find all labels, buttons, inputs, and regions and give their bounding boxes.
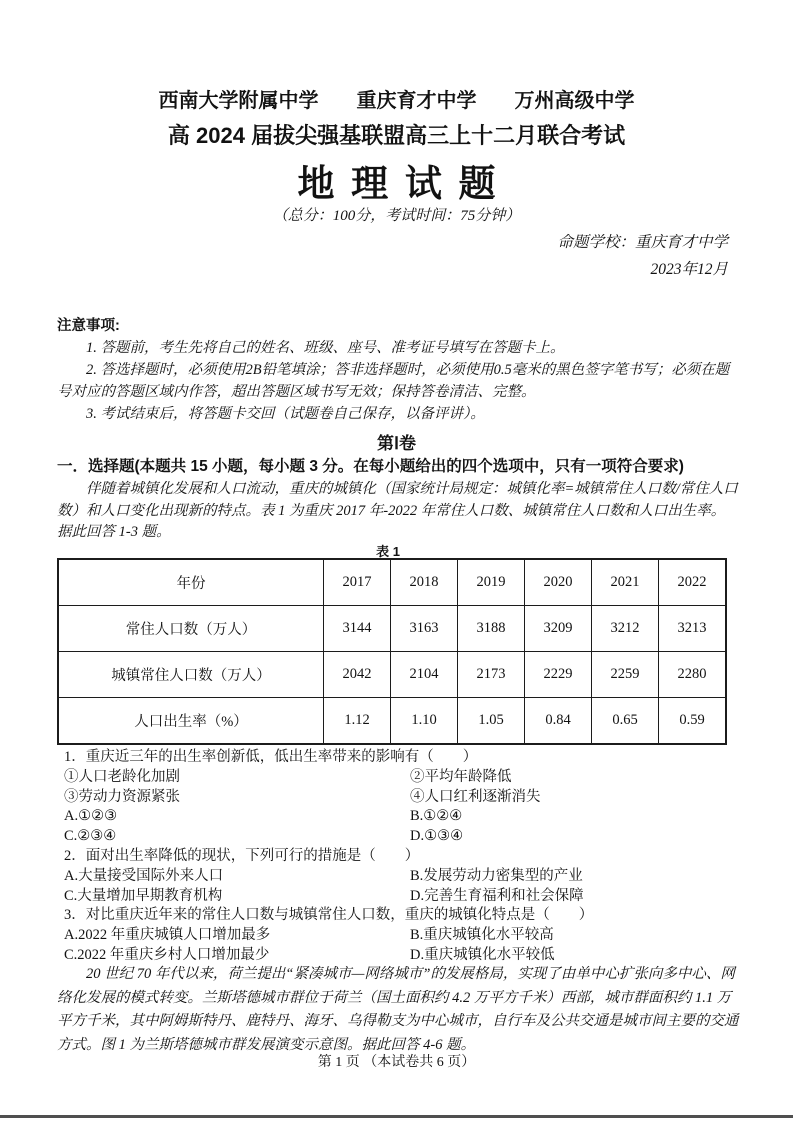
row-header-birth-rate: 人口出生率（%） (58, 698, 324, 745)
question-group-passage: 20 世纪 70 年代以来，荷兰提出“紧凑城市—网络城市”的发展格局，实现了由单中心扩张向多中心、网络化发展的模式转变。兰斯塔德城市群位于荷兰（国土面积约 4.2 万平方千米）西部，城市群面积约 1.1 万平方千米，其中阿姆斯特丹、鹿特丹、海牙、乌得勒支为中心城市，自行车及公共交通是城市间主要的交通方式。图 1 为兰斯塔德城市群发展演变示意图。据此回答 4-6 题。 (57, 966, 739, 1053)
population-data-table (57, 558, 727, 745)
table-cell: 2022 (659, 559, 727, 606)
exam-info: （总分：100分，考试时间：75分钟） (272, 208, 521, 224)
section-heading: 一．选择题(本题共 15 小题，每小题 3 分。在每小题给出的四个选项中，只有一项符合要求) (57, 458, 684, 475)
question-group-intro: 伴随着城镇化发展和人口流动，重庆的城镇化（国家统计局规定：城镇化率=城镇常住人口数/常住人口数）和人口变化出现新的特点。表 1 为重庆 2017 年-2022 年常住人口数、城镇常住人口数和人口出生率。据此回答 1-3 题。 (57, 481, 738, 540)
table-cell: 2020 (525, 559, 592, 606)
notice-item-2: 2. 答选择题时，必须使用2B铅笔填涂；答非选择题时，必须使用0.5毫米的黑色签字笔书写；必须在题号对应的答题区域内作答，超出答题区域书写无效；保持答卷清洁、完整。 (57, 362, 730, 400)
question-3-stem: 3．对比重庆近年来的常住人口数与城镇常住人口数，重庆的城镇化特点是（ ） (64, 907, 594, 924)
table-cell: 3144 (324, 606, 391, 652)
table-cell: 2018 (391, 559, 458, 606)
table-cell: 3212 (592, 606, 659, 652)
option-a: A.①②③ (64, 808, 118, 825)
notice-item-1: 1. 答题前，考生先将自己的姓名、班级、座号、准考证号填写在答题卡上。 (86, 340, 565, 356)
page-footer: 第 1 页 （本试卷共 6 页） (317, 1055, 476, 1070)
option-b: B.重庆城镇化水平较高 (410, 927, 554, 944)
notice-item-3: 3. 考试结束后，将答题卡交回（试题卷自己保存，以备评讲）。 (86, 406, 485, 422)
option-b: B.①②④ (410, 808, 463, 825)
question-2-options-row-2 (57, 887, 747, 907)
table-cell: 2173 (458, 652, 525, 698)
option-a: A.2022 年重庆城镇人口增加最多 (64, 927, 271, 944)
table-cell: 2017 (324, 559, 391, 606)
option-c: C.2022 年重庆乡村人口增加最少 (64, 946, 270, 963)
question-1-stem: 1．重庆近三年的出生率创新低，低出生率带来的影响有（ ） (64, 749, 478, 765)
table-cell: 3209 (525, 606, 592, 652)
row-header-urban-population: 城镇常住人口数（万人） (58, 652, 324, 698)
notice-heading: 注意事项: (57, 318, 120, 334)
table-row-years (58, 559, 726, 606)
table-cell: 0.65 (592, 698, 659, 745)
question-2-options-row-1 (57, 867, 747, 887)
table-cell: 3188 (458, 606, 525, 652)
option-c: C.大量增加早期教育机构 (64, 887, 223, 904)
table-cell: 2021 (592, 559, 659, 606)
table-cell: 1.10 (391, 698, 458, 745)
statement-1: ①人口老龄化加剧 (64, 768, 180, 785)
question-2-stem: 2．面对出生率降低的现状，下列可行的措施是（ ） (64, 847, 420, 864)
table-row-birth-rate (58, 698, 726, 745)
table-cell: 0.59 (659, 698, 727, 745)
option-d: D.①③④ (410, 828, 464, 845)
questions-block (57, 748, 747, 966)
question-3 (57, 906, 747, 965)
option-c: C.②③④ (64, 828, 117, 845)
table-cell: 1.12 (324, 698, 391, 745)
question-3-options-row-1 (57, 926, 747, 946)
option-d: D.完善生育福利和社会保障 (410, 887, 584, 904)
subject-title: 地理试题 (297, 164, 513, 205)
question-1-statements-row-2 (57, 788, 747, 808)
exam-date: 2023年12月 (650, 261, 728, 278)
statement-2: ②平均年龄降低 (410, 768, 512, 785)
table-row-urban-population (58, 652, 726, 698)
table-cell: 0.84 (525, 698, 592, 745)
page-bottom-scan-edge (0, 1115, 793, 1118)
row-header-resident-population: 常住人口数（万人） (58, 606, 324, 652)
option-a: A.大量接受国际外来人口 (64, 867, 224, 884)
school-names (0, 84, 793, 113)
table-cell: 3213 (659, 606, 727, 652)
question-1 (57, 748, 747, 847)
school-name-2: 重庆育才中学 (356, 90, 477, 112)
notice-section (57, 315, 739, 425)
volume-title: 第Ⅰ卷 (376, 434, 416, 453)
question-2 (57, 847, 747, 906)
school-name-1: 西南大学附属中学 (158, 90, 319, 112)
table-caption: 表 1 (376, 544, 400, 559)
table-cell: 1.05 (458, 698, 525, 745)
exam-title: 高 2024 届拔尖强基联盟高三上十二月联合考试 (167, 123, 626, 148)
question-1-statements-row-1 (57, 768, 747, 788)
row-header-year: 年份 (58, 559, 324, 606)
table-cell: 2042 (324, 652, 391, 698)
table-row-resident-population (58, 606, 726, 652)
statement-4: ④人口红利逐渐消失 (410, 788, 541, 805)
question-1-options-row-2 (57, 827, 747, 847)
table-cell: 2229 (525, 652, 592, 698)
school-name-3: 万州高级中学 (514, 90, 635, 112)
table-cell: 3163 (391, 606, 458, 652)
option-b: B.发展劳动力密集型的产业 (410, 867, 583, 884)
table-cell: 2280 (659, 652, 727, 698)
statement-3: ③劳动力资源紧张 (64, 788, 180, 805)
option-d: D.重庆城镇化水平较低 (410, 946, 555, 963)
question-1-options-row-1 (57, 807, 747, 827)
table-cell: 2104 (391, 652, 458, 698)
setter-school: 命题学校：重庆育才中学 (557, 234, 728, 251)
table-cell: 2019 (458, 559, 525, 606)
table-cell: 2259 (592, 652, 659, 698)
